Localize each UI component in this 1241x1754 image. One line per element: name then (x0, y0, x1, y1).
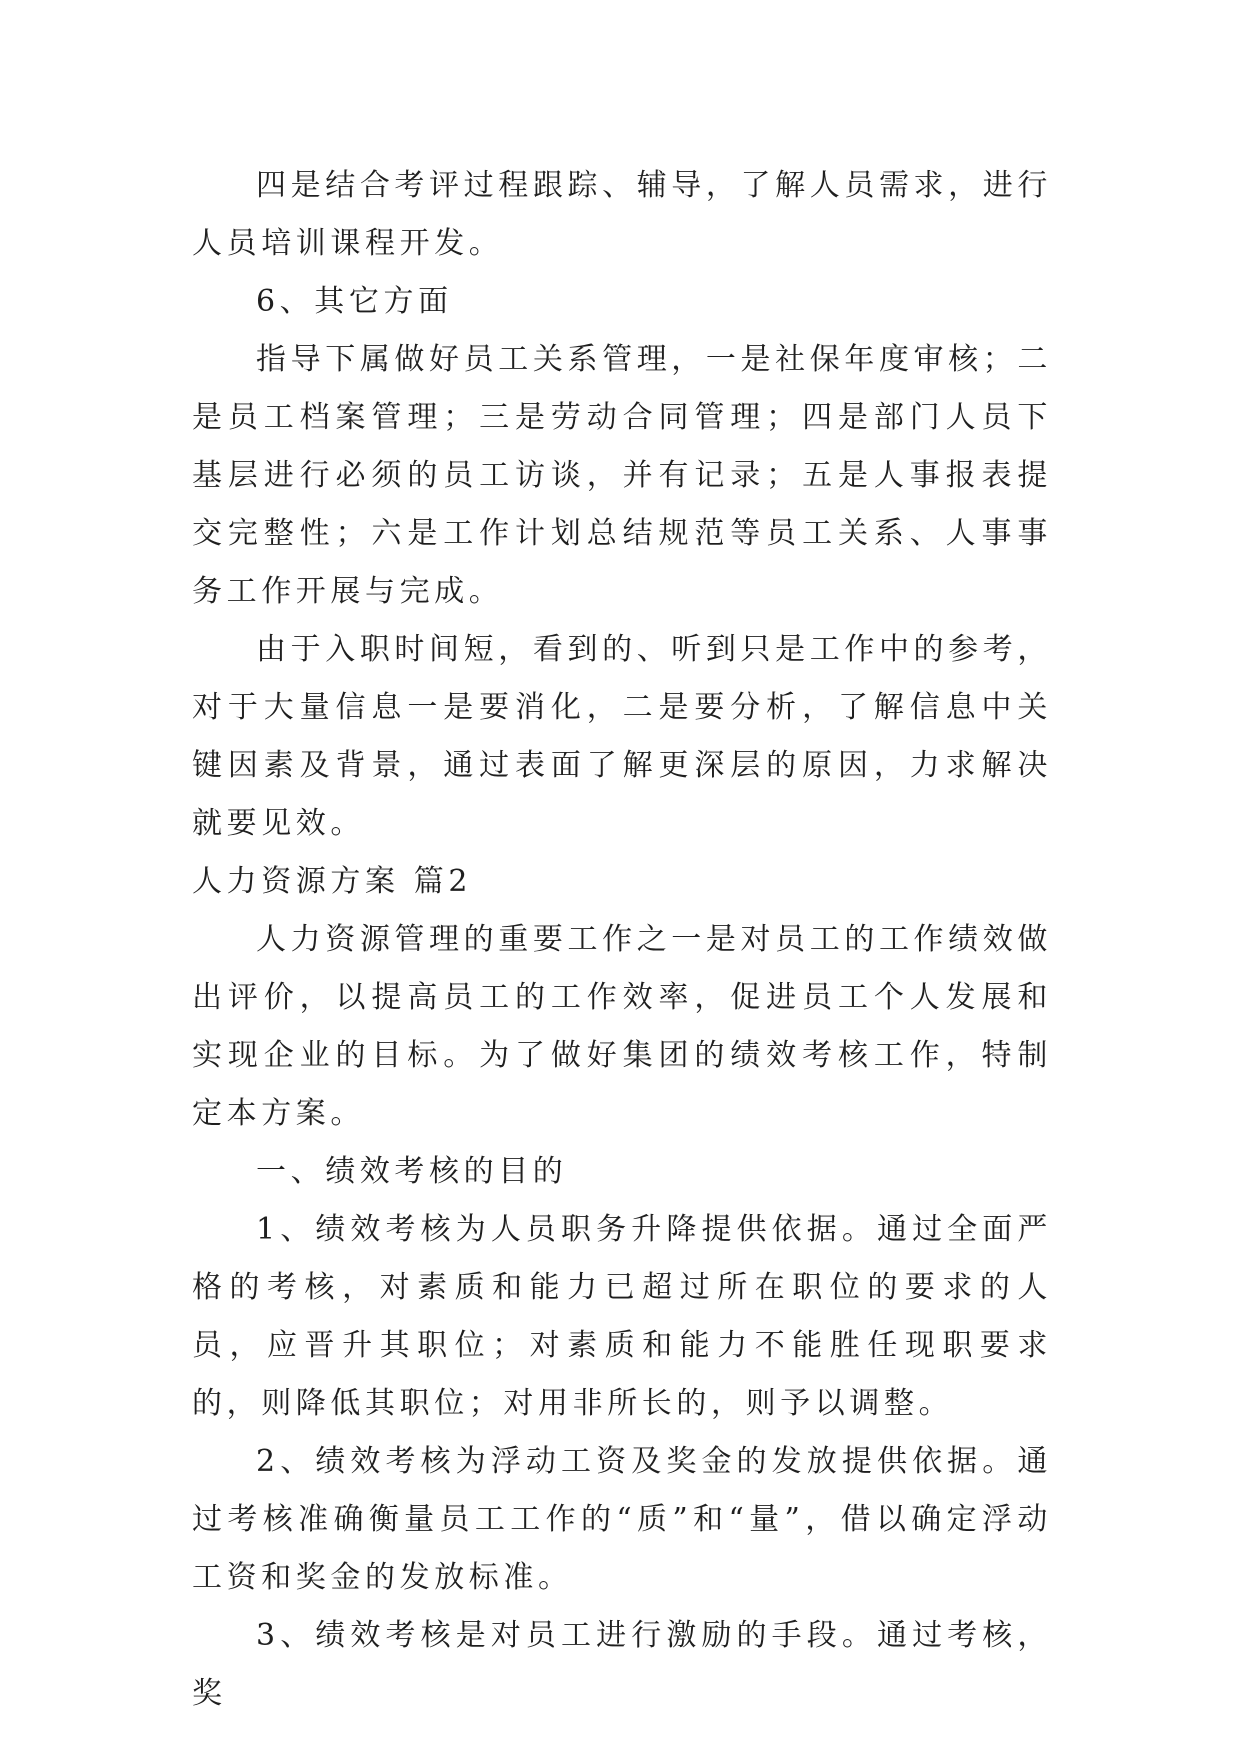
list-item-promotion-basis: 1、绩效考核为人员职务升降提供依据。通过全面严格的考核，对素质和能力已超过所在职位的要求的人员，应晋升其职位；对素质和能力不能胜任现职要求的，则降低其职位；对用非所长的，则予以调整。 (192, 1212, 1052, 1421)
document-body (192, 157, 1052, 1723)
paragraph-employee-relations: 指导下属做好员工关系管理，一是社保年度审核；二是员工档案管理；三是劳动合同管理；四是部门人员下基层进行必须的员工访谈，并有记录；五是人事报表提交完整性；六是工作计划总结规范等员工关系、人事事务工作开展与完成。 (192, 342, 1052, 609)
section-heading-purpose: 一、绩效考核的目的 (256, 1154, 568, 1189)
section-heading-other-aspects: 6、其它方面 (256, 284, 453, 319)
list-item-salary-basis: 2、绩效考核为浮动工资及奖金的发放提供依据。通过考核准确衡量员工工作的“质”和“量”，借以确定浮动工资和奖金的发放标准。 (192, 1444, 1052, 1595)
paragraph-training-development: 四是结合考评过程跟踪、辅导，了解人员需求，进行人员培训课程开发。 (192, 168, 1052, 261)
paragraph-intro-performance: 人力资源管理的重要工作之一是对员工的工作绩效做出评价，以提高员工的工作效率，促进员工个人发展和实现企业的目标。为了做好集团的绩效考核工作，特制定本方案。 (192, 922, 1052, 1131)
list-item-motivation: 3、绩效考核是对员工进行激励的手段。通过考核，奖 (192, 1618, 1052, 1711)
paragraph-onboarding-reflection: 由于入职时间短，看到的、听到只是工作中的参考，对于大量信息一是要消化，二是要分析，了解信息中关键因素及背景，通过表面了解更深层的原因，力求解决就要见效。 (192, 632, 1052, 841)
article-title-part-2: 人力资源方案 篇2 (192, 864, 473, 899)
